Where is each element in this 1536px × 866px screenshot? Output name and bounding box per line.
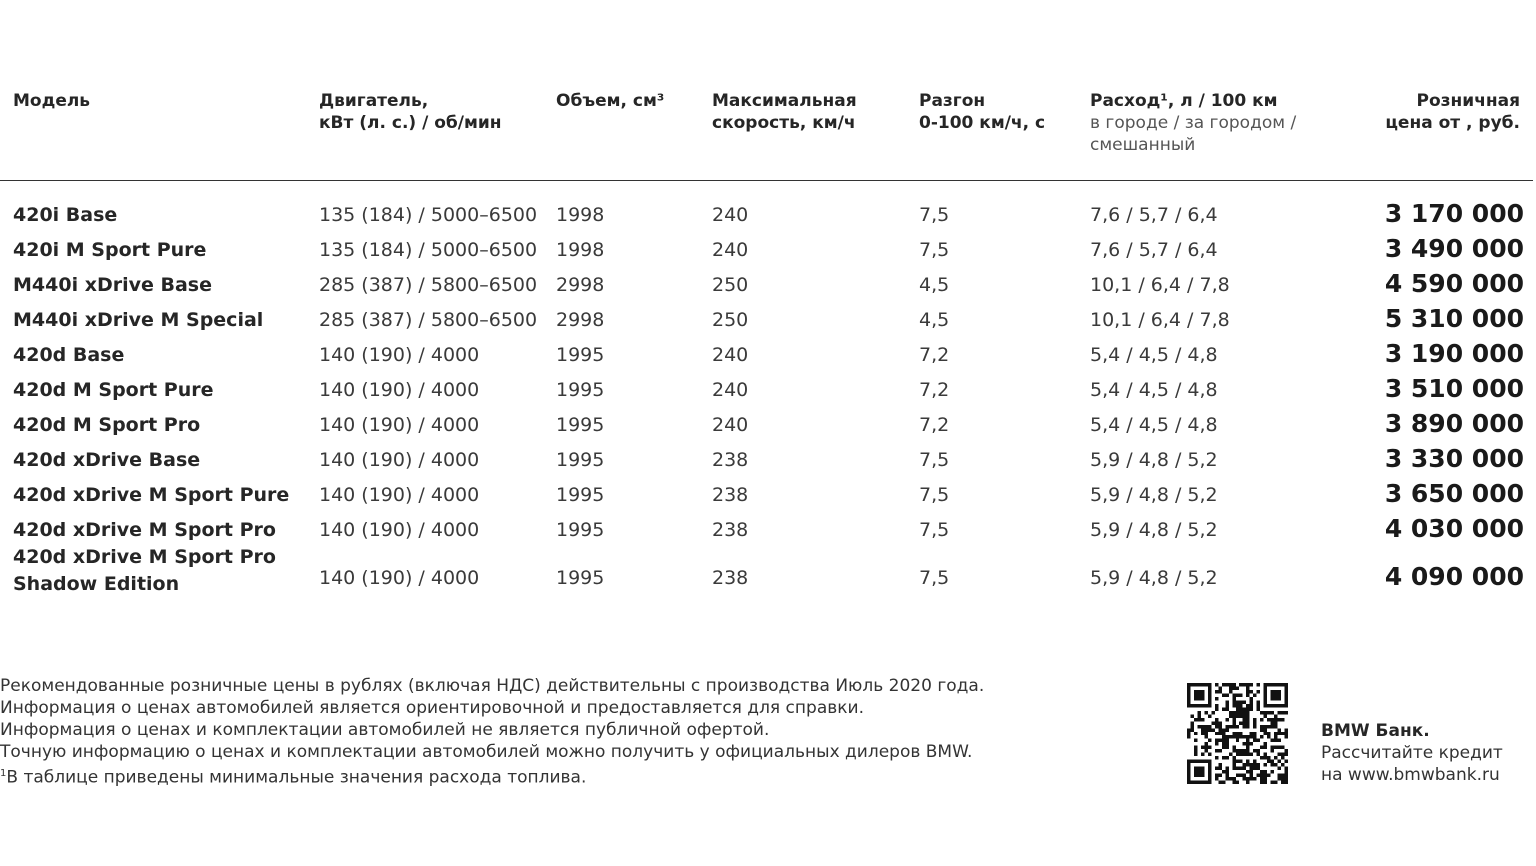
cell-fuel: 7,6 / 5,7 / 6,4 xyxy=(1090,239,1218,261)
cell-engine: 140 (190) / 4000 xyxy=(319,379,480,401)
cell-volume: 1995 xyxy=(556,414,605,436)
cell-model: 420d xDrive Base xyxy=(13,449,201,471)
cell-speed: 238 xyxy=(712,484,749,506)
table-row xyxy=(0,303,1536,338)
cell-engine: 140 (190) / 4000 xyxy=(319,449,480,471)
cell-price: 3 170 000 xyxy=(1384,199,1524,228)
cell-price: 3 490 000 xyxy=(1384,234,1524,263)
table-row xyxy=(0,198,1536,233)
cell-volume: 1995 xyxy=(556,449,605,471)
bank-title: BMW Банк. xyxy=(1321,721,1430,741)
cell-model-line2: Shadow Edition xyxy=(13,573,180,595)
cell-acceleration: 4,5 xyxy=(919,309,950,331)
cell-fuel: 5,4 / 4,5 / 4,8 xyxy=(1090,379,1218,401)
table-row xyxy=(0,373,1536,408)
cell-acceleration: 7,5 xyxy=(919,519,950,541)
cell-speed: 240 xyxy=(712,379,749,401)
cell-engine: 140 (190) / 4000 xyxy=(319,567,480,589)
cell-speed: 240 xyxy=(712,414,749,436)
cell-speed: 240 xyxy=(712,344,749,366)
bank-link[interactable]: на www.bmwbank.ru xyxy=(1321,765,1500,785)
cell-acceleration: 7,5 xyxy=(919,449,950,471)
cell-speed: 238 xyxy=(712,567,749,589)
cell-acceleration: 7,5 xyxy=(919,204,950,226)
table-row xyxy=(0,268,1536,303)
table-row xyxy=(0,513,1536,548)
header-engine-line2: кВт (л. с.) / об/мин xyxy=(319,113,502,133)
header-model: Модель xyxy=(13,91,91,111)
cell-acceleration: 7,5 xyxy=(919,567,950,589)
cell-volume: 1995 xyxy=(556,344,605,366)
header-divider xyxy=(0,180,1533,181)
cell-engine: 140 (190) / 4000 xyxy=(319,414,480,436)
cell-price: 3 330 000 xyxy=(1384,444,1524,473)
cell-speed: 238 xyxy=(712,519,749,541)
cell-price: 4 090 000 xyxy=(1384,562,1524,591)
notes xyxy=(0,675,984,789)
header-speed-line2: скорость, км/ч xyxy=(712,113,856,133)
cell-acceleration: 7,2 xyxy=(919,414,950,436)
cell-engine: 140 (190) / 4000 xyxy=(319,344,480,366)
cell-fuel: 7,6 / 5,7 / 6,4 xyxy=(1090,204,1218,226)
cell-fuel: 10,1 / 6,4 / 7,8 xyxy=(1090,309,1230,331)
cell-fuel: 5,9 / 4,8 / 5,2 xyxy=(1090,567,1218,589)
cell-price: 3 190 000 xyxy=(1384,339,1524,368)
header-fuel-line2: в городе / за городом / xyxy=(1090,113,1297,133)
footnote-mark: 1 xyxy=(0,768,7,779)
cell-volume: 2998 xyxy=(556,274,605,296)
cell-volume: 1998 xyxy=(556,204,605,226)
note-line: Информация о ценах и комплектации автомобилей не является публичной офертой. xyxy=(0,720,770,740)
cell-model: 420i M Sport Pure xyxy=(13,239,207,261)
cell-engine: 135 (184) / 5000–6500 xyxy=(319,239,538,261)
cell-speed: 250 xyxy=(712,309,749,331)
cell-fuel: 5,9 / 4,8 / 5,2 xyxy=(1090,484,1218,506)
table-row xyxy=(0,233,1536,268)
header-accel-line1: Разгон xyxy=(919,91,986,111)
cell-acceleration: 7,2 xyxy=(919,379,950,401)
cell-model: M440i xDrive Base xyxy=(13,274,212,296)
footnote xyxy=(0,763,984,789)
cell-engine: 285 (387) / 5800–6500 xyxy=(319,274,538,296)
cell-fuel: 10,1 / 6,4 / 7,8 xyxy=(1090,274,1230,296)
cell-model xyxy=(13,544,276,598)
cell-price: 4 030 000 xyxy=(1384,514,1524,543)
cell-acceleration: 7,2 xyxy=(919,344,950,366)
cell-acceleration: 7,5 xyxy=(919,239,950,261)
header-speed-line1: Максимальная xyxy=(712,91,857,111)
note-line: Рекомендованные розничные цены в рублях (включая НДС) действительны с производства Июль 2020 года. xyxy=(0,676,985,696)
note-line: Информация о ценах автомобилей является ориентировочной и предоставляется для справки. xyxy=(0,698,864,718)
cell-engine: 135 (184) / 5000–6500 xyxy=(319,204,538,226)
bank-info xyxy=(1321,720,1503,786)
cell-price: 5 310 000 xyxy=(1384,304,1524,333)
cell-volume: 1995 xyxy=(556,519,605,541)
bank-line1: Рассчитайте кредит xyxy=(1321,743,1503,763)
cell-model: 420i Base xyxy=(13,204,118,226)
header-accel-line2: 0-100 км/ч, с xyxy=(919,113,1046,133)
cell-acceleration: 4,5 xyxy=(919,274,950,296)
cell-fuel: 5,9 / 4,8 / 5,2 xyxy=(1090,519,1218,541)
cell-fuel: 5,9 / 4,8 / 5,2 xyxy=(1090,449,1218,471)
cell-speed: 250 xyxy=(712,274,749,296)
cell-model: 420d xDrive M Sport Pro xyxy=(13,519,276,541)
cell-engine: 140 (190) / 4000 xyxy=(319,484,480,506)
header-price-line2: цена от , руб. xyxy=(1385,113,1520,133)
table-row xyxy=(0,478,1536,513)
table-row xyxy=(0,548,1536,608)
header-speed xyxy=(712,90,857,134)
cell-price: 4 590 000 xyxy=(1384,269,1524,298)
header-engine-line1: Двигатель, xyxy=(319,91,429,111)
table-row xyxy=(0,443,1536,478)
cell-acceleration: 7,5 xyxy=(919,484,950,506)
cell-volume: 1995 xyxy=(556,567,605,589)
cell-engine: 140 (190) / 4000 xyxy=(319,519,480,541)
cell-engine: 285 (387) / 5800–6500 xyxy=(319,309,538,331)
cell-model: 420d M Sport Pure xyxy=(13,379,214,401)
header-volume: Объем, см³ xyxy=(556,91,665,111)
header-price-line1: Розничная xyxy=(1416,91,1520,111)
cell-model: 420d xDrive M Sport Pure xyxy=(13,484,290,506)
qr-code-icon[interactable] xyxy=(1187,683,1288,784)
cell-price: 3 650 000 xyxy=(1384,479,1524,508)
cell-price: 3 510 000 xyxy=(1384,374,1524,403)
header-price xyxy=(1385,90,1520,134)
cell-model: 420d Base xyxy=(13,344,125,366)
price-table xyxy=(0,198,1536,608)
table-row xyxy=(0,408,1536,443)
cell-speed: 240 xyxy=(712,204,749,226)
table-row xyxy=(0,338,1536,373)
cell-speed: 238 xyxy=(712,449,749,471)
cell-fuel: 5,4 / 4,5 / 4,8 xyxy=(1090,344,1218,366)
cell-volume: 2998 xyxy=(556,309,605,331)
header-fuel-line3: смешанный xyxy=(1090,135,1196,155)
cell-model: 420d M Sport Pro xyxy=(13,414,201,436)
header-fuel xyxy=(1090,90,1296,156)
header-engine xyxy=(319,90,502,134)
cell-model-line1: 420d xDrive M Sport Pro xyxy=(13,546,276,568)
cell-speed: 240 xyxy=(712,239,749,261)
note-line: Точную информацию о ценах и комплектации автомобилей можно получить у официальных дилеров BMW. xyxy=(0,742,973,762)
table-header xyxy=(0,90,1536,170)
cell-fuel: 5,4 / 4,5 / 4,8 xyxy=(1090,414,1218,436)
cell-volume: 1995 xyxy=(556,379,605,401)
cell-price: 3 890 000 xyxy=(1384,409,1524,438)
header-acceleration xyxy=(919,90,1045,134)
cell-model: M440i xDrive M Special xyxy=(13,309,264,331)
footnote-text: В таблице приведены минимальные значения расхода топлива. xyxy=(6,767,587,788)
header-fuel-line1: Расход¹, л / 100 км xyxy=(1090,91,1278,111)
cell-volume: 1998 xyxy=(556,239,605,261)
cell-volume: 1995 xyxy=(556,484,605,506)
